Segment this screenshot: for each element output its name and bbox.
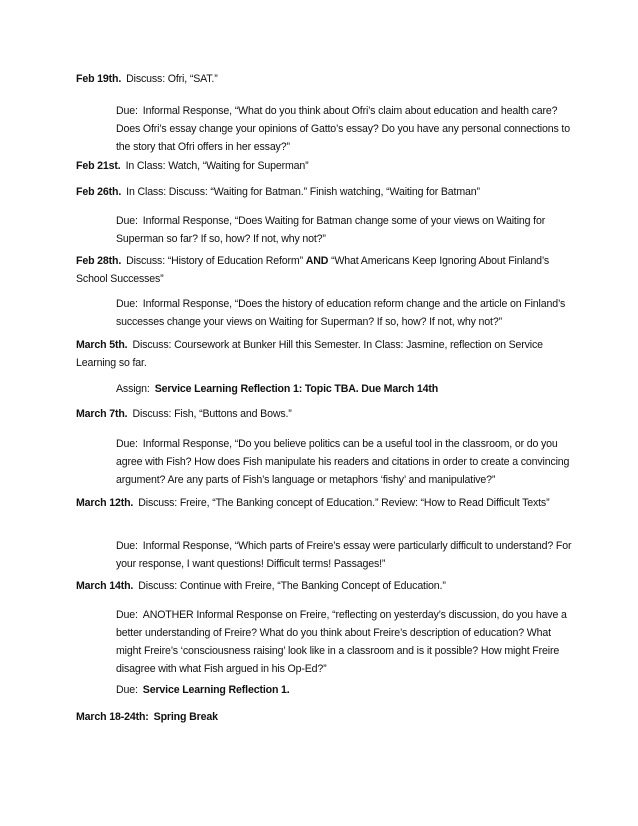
- entry-date: March 5th.: [76, 339, 128, 351]
- entry-text: Discuss: Freire, “The Banking concept of Education.” Review: “How to Read Difficult Texts”: [138, 497, 550, 509]
- schedule-entry-march-5: [76, 336, 566, 372]
- due-text: Informal Response, “What do you think about Ofri’s claim about education and health care? Does Ofri’s essay change your opinions of Gatto’s essay? Do you have any personal connections to the story that Ofri offers in her essay?”: [116, 105, 570, 153]
- due-item-feb-28: [116, 295, 572, 331]
- entry-date: Feb 19th.: [76, 73, 122, 85]
- entry-text-continued: “What Americans Keep Ignoring About Finland’s School Successes”: [76, 255, 550, 285]
- entry-date: Feb 28th.: [76, 255, 122, 267]
- schedule-entry-spring-break: [76, 708, 566, 726]
- entry-date: March 18-24th:: [76, 711, 149, 723]
- due-label: Due:: [116, 609, 138, 621]
- schedule-entry-march-7: [76, 405, 566, 423]
- due-text: ANOTHER Informal Response on Freire, “reflecting on yesterday’s discussion, do you have a better understanding of Freire? What do you think about Freire’s description of education? What might Freire’s ‘consciousness raising’ look like in a classroom and is it possible? How might Freire disagree with what Fish argued in his Op-Ed?”: [116, 609, 567, 675]
- due-text: Informal Response, “Does Waiting for Batman change some of your views on Waiting for Superman so far? If so, how? If not, why not?”: [116, 215, 546, 245]
- assignment-march-5: [116, 380, 572, 398]
- assign-label: Assign:: [116, 383, 150, 395]
- schedule-entry-feb-19: [76, 70, 566, 88]
- schedule-entry-feb-21: [76, 157, 566, 175]
- entry-text: In Class: Watch, “Waiting for Superman”: [125, 160, 309, 172]
- entry-text: Spring Break: [153, 711, 218, 723]
- due-label: Due:: [116, 105, 138, 117]
- entry-text: Discuss: Fish, “Buttons and Bows.”: [132, 408, 292, 420]
- due-label: Due:: [116, 298, 138, 310]
- due-label: Due:: [116, 684, 138, 696]
- entry-date: March 12th.: [76, 497, 134, 509]
- schedule-entry-march-12: [76, 494, 566, 512]
- schedule-entry-feb-26: [76, 183, 566, 201]
- due-text: Service Learning Reflection 1.: [142, 684, 290, 696]
- due-text: Informal Response, “Does the history of education reform change and the article on Finland’s successes change your views on Waiting for Superman? If so, how? If not, why not?”: [116, 298, 566, 328]
- due-item-march-7: [116, 435, 572, 489]
- and-keyword: AND: [305, 255, 329, 267]
- due-text: Informal Response, “Do you believe politics can be a useful tool in the classroom, or do you agree with Fish? How does Fish manipulate his readers and citations in order to create a convincing argument? Are any parts of Fish’s language or metaphors ‘fishy’ and manipulative?”: [116, 438, 570, 486]
- due-label: Due:: [116, 540, 138, 552]
- entry-date: Feb 21st.: [76, 160, 121, 172]
- due-label: Due:: [116, 215, 138, 227]
- entry-text: In Class: Discuss: “Waiting for Batman.” Finish watching, “Waiting for Batman”: [126, 186, 480, 198]
- schedule-entry-feb-28: [76, 252, 566, 288]
- entry-date: March 14th.: [76, 580, 134, 592]
- entry-text: Discuss: Continue with Freire, “The Banking Concept of Education.”: [138, 580, 446, 592]
- entry-date: Feb 26th.: [76, 186, 122, 198]
- assign-text: Service Learning Reflection 1: Topic TBA. Due March 14th: [154, 383, 439, 395]
- due-item-march-14: [116, 606, 572, 678]
- entry-text: Discuss: Ofri, “SAT.”: [126, 73, 218, 85]
- entry-text: Discuss: Coursework at Bunker Hill this Semester. In Class: Jasmine, reflection on Service Learning so far.: [76, 339, 543, 369]
- due-item-feb-26: [116, 212, 572, 248]
- schedule-entry-march-14: [76, 577, 566, 595]
- due-item-march-14-reflection: [116, 681, 572, 699]
- due-item-feb-19: [116, 102, 572, 156]
- due-item-march-12: [116, 537, 572, 573]
- entry-date: March 7th.: [76, 408, 128, 420]
- entry-text: Discuss: “History of Education Reform”: [126, 255, 303, 267]
- due-label: Due:: [116, 438, 138, 450]
- due-text: Informal Response, “Which parts of Freire’s essay were particularly difficult to understand? For your response, I want questions! Difficult terms! Passages!”: [116, 540, 572, 570]
